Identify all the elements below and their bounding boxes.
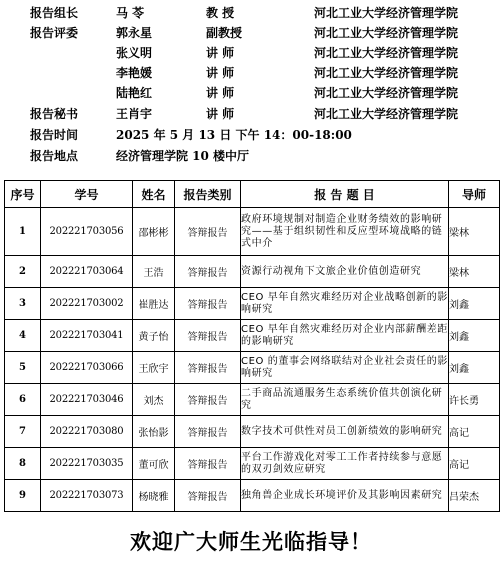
table-row (5, 416, 500, 448)
report-type: 答辩报告 (175, 288, 241, 320)
student-id: 202221703041 (41, 320, 133, 352)
student-id: 202221703064 (41, 256, 133, 288)
student-name: 邵彬彬 (133, 208, 175, 256)
reviewers-label: 报告评委 (30, 26, 79, 40)
header-report-type: 报告类别 (175, 181, 241, 208)
row-number: 2 (5, 256, 41, 288)
reviewer-row (0, 63, 502, 83)
table-header-row (5, 181, 500, 208)
tutor-name: 许长勇 (449, 384, 500, 416)
reviewer-title: 讲 师 (206, 66, 235, 80)
report-topic: CEO 的董事会网络联结对企业社会责任的影响研究 (241, 352, 449, 384)
secretary-row (0, 104, 502, 124)
leader-unit: 河北工业大学经济管理学院 (314, 6, 459, 20)
place-row (0, 146, 502, 166)
reviewer-unit: 河北工业大学经济管理学院 (314, 46, 459, 60)
student-name: 王欣宇 (133, 352, 175, 384)
leader-title: 教 授 (206, 6, 235, 20)
table-row (5, 480, 500, 512)
report-topic: 数字技术可供性对员工创新绩效的影响研究 (241, 416, 449, 448)
reviewer-row (0, 83, 502, 103)
place-value: 经济管理学院 10 楼中厅 (116, 149, 250, 163)
student-name: 崔胜达 (133, 288, 175, 320)
report-type: 答辩报告 (175, 208, 241, 256)
reviewer-name: 郭永星 (116, 26, 153, 40)
student-name: 杨晓雅 (133, 480, 175, 512)
row-number: 4 (5, 320, 41, 352)
reviewer-name: 陆艳红 (116, 86, 153, 100)
tutor-name: 吕荣杰 (449, 480, 500, 512)
row-number: 5 (5, 352, 41, 384)
reviewer-title: 讲 师 (206, 46, 235, 60)
reviewer-row (0, 23, 502, 43)
student-name: 黄子怡 (133, 320, 175, 352)
report-topic: 政府环境规制对制造企业财务绩效的影响研究——基于组织韧性和反应型环境战略的链式中介 (241, 208, 449, 256)
row-number: 1 (5, 208, 41, 256)
student-id: 202221703056 (41, 208, 133, 256)
leader-row (0, 3, 502, 23)
report-type: 答辩报告 (175, 256, 241, 288)
secretary-name: 王肖宇 (116, 107, 153, 121)
leader-name: 马 苓 (116, 6, 145, 20)
row-number: 9 (5, 480, 41, 512)
student-id: 202221703002 (41, 288, 133, 320)
row-number: 6 (5, 384, 41, 416)
time-label: 报告时间 (30, 128, 79, 142)
time-row (0, 125, 502, 145)
tutor-name: 刘鑫 (449, 288, 500, 320)
reviewer-name: 李艳媛 (116, 66, 153, 80)
tutor-name: 高记 (449, 448, 500, 480)
leader-label: 报告组长 (30, 6, 79, 20)
tutor-name: 梁林 (449, 256, 500, 288)
header-name: 姓名 (133, 181, 175, 208)
row-number: 3 (5, 288, 41, 320)
student-name: 王浩 (133, 256, 175, 288)
defense-schedule-table (4, 180, 500, 512)
secretary-title: 讲 师 (206, 107, 235, 121)
student-id: 202221703080 (41, 416, 133, 448)
welcome-message: 欢迎广大师生光临指导！ (130, 529, 372, 554)
place-label: 报告地点 (30, 149, 79, 163)
student-name: 刘杰 (133, 384, 175, 416)
report-type: 答辩报告 (175, 448, 241, 480)
report-topic: 平台工作游戏化对零工工作者持续参与意愿的双刃剑效应研究 (241, 448, 449, 480)
tutor-name: 高记 (449, 416, 500, 448)
report-type: 答辩报告 (175, 480, 241, 512)
tutor-name: 梁林 (449, 208, 500, 256)
student-id: 202221703073 (41, 480, 133, 512)
row-number: 8 (5, 448, 41, 480)
reviewer-name: 张义明 (116, 46, 153, 60)
time-value: 2025 年 5 月 13 日 下午 14：00-18:00 (116, 128, 352, 142)
report-topic: CEO 早年自然灾难经历对企业内部薪酬差距的影响研究 (241, 320, 449, 352)
header-student-id: 学号 (41, 181, 133, 208)
secretary-label: 报告秘书 (30, 107, 79, 121)
secretary-unit: 河北工业大学经济管理学院 (314, 107, 459, 121)
student-name: 张怡影 (133, 416, 175, 448)
report-type: 答辩报告 (175, 384, 241, 416)
table-row (5, 288, 500, 320)
table-row (5, 352, 500, 384)
report-type: 答辩报告 (175, 352, 241, 384)
table-row (5, 448, 500, 480)
student-id: 202221703035 (41, 448, 133, 480)
reviewer-unit: 河北工业大学经济管理学院 (314, 26, 459, 40)
tutor-name: 刘鑫 (449, 352, 500, 384)
report-topic: 二手商品流通服务生态系统价值共创演化研究 (241, 384, 449, 416)
tutor-name: 刘鑫 (449, 320, 500, 352)
student-id: 202221703066 (41, 352, 133, 384)
reviewer-row (0, 43, 502, 63)
report-type: 答辩报告 (175, 416, 241, 448)
student-id: 202221703046 (41, 384, 133, 416)
report-topic: 独角兽企业成长环境评价及其影响因素研究 (241, 480, 449, 512)
student-name: 董可欣 (133, 448, 175, 480)
reviewer-title: 讲 师 (206, 86, 235, 100)
report-topic: CEO 早年自然灾难经历对企业战略创新的影响研究 (241, 288, 449, 320)
header-number: 序号 (5, 181, 41, 208)
reviewer-unit: 河北工业大学经济管理学院 (314, 86, 459, 100)
report-type: 答辩报告 (175, 320, 241, 352)
reviewer-title: 副教授 (206, 26, 243, 40)
report-topic: 资源行动视角下文旅企业价值创造研究 (241, 256, 449, 288)
row-number: 7 (5, 416, 41, 448)
reviewer-unit: 河北工业大学经济管理学院 (314, 66, 459, 80)
table-row (5, 208, 500, 256)
header-tutor: 导师 (449, 181, 500, 208)
header-report-topic: 报 告 题 目 (241, 181, 449, 208)
table-row (5, 384, 500, 416)
table-row (5, 320, 500, 352)
table-row (5, 256, 500, 288)
